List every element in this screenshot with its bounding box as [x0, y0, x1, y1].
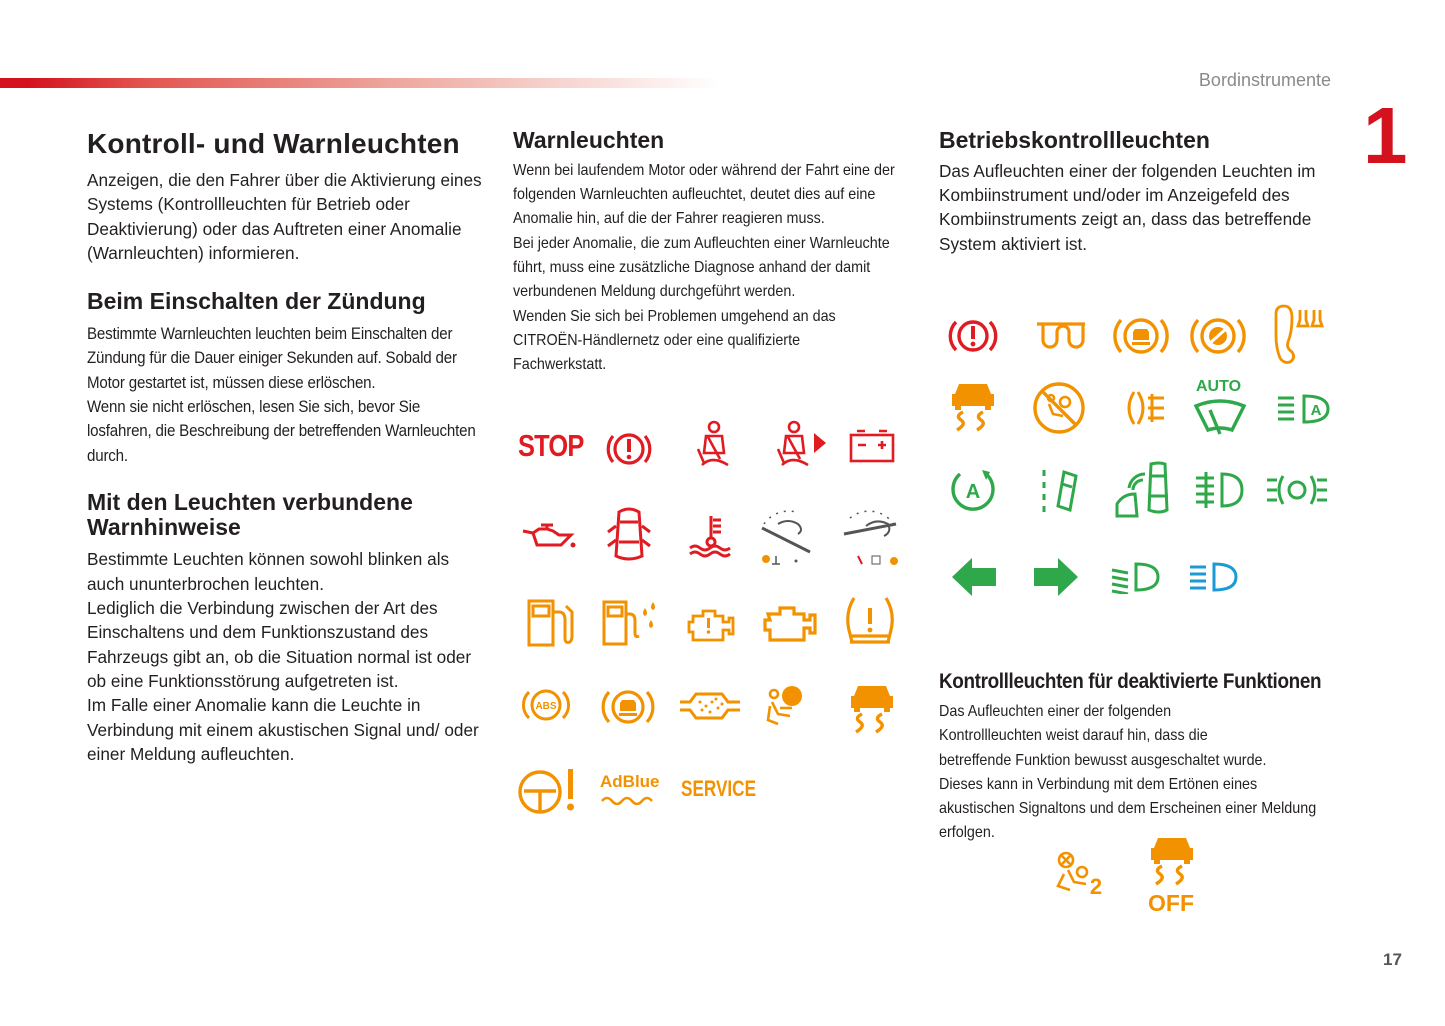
dipped-beam-icon	[1110, 560, 1160, 594]
sidelights-icon	[1265, 472, 1329, 508]
chapter-number: 1	[1363, 91, 1408, 180]
rear-fog-light-icon	[1122, 388, 1168, 428]
section-title: Bordinstrumente	[1198, 70, 1331, 90]
esp-off-label: OFF	[1148, 890, 1194, 916]
lane-departure-icon	[1038, 464, 1084, 516]
ignition-heading: Beim Einschalten der Zündung	[87, 288, 426, 315]
seatbelt-front-icon	[688, 419, 736, 471]
deactivated-section	[939, 670, 1359, 846]
column-warning-lights	[513, 128, 913, 378]
brake-icon	[948, 312, 998, 360]
tyre-pressure-icon	[840, 594, 900, 650]
abs-icon	[521, 682, 571, 728]
status-lights-heading: Betriebskontrollleuchten	[939, 127, 1210, 153]
auto-lights-letter: A	[1310, 402, 1322, 419]
warning-text-1: Wenn bei laufendem Motor oder während der Fahrt eine der folgenden Warnleuchten aufleuchtet, deutet dies auf eine Anomalie hin, auf die der Fahrer reagieren muss.	[513, 161, 895, 228]
page-number: 17	[1383, 950, 1402, 969]
auto-lights-icon	[1274, 392, 1330, 426]
turn-right-icon	[1032, 556, 1080, 598]
battery-icon	[848, 428, 896, 464]
abs-label: ABS	[535, 701, 557, 712]
linked-text-1: Bestimmte Leuchten können sowohl blinken als auch ununterbrochen leuchten.	[87, 549, 450, 594]
door-open-icon	[604, 506, 654, 564]
gauge-wiper-icon	[756, 504, 822, 570]
adblue-label: AdBlue	[600, 772, 660, 791]
passenger-airbag-deactivated-icon	[1052, 850, 1106, 900]
status-text: Das Aufleuchten einer der folgenden Leuchten im Kombiinstrument und/oder im Anzeigefeld des Kombiinstruments zeigt an, dass das betreffende System aktiviert ist.	[939, 160, 1316, 254]
service-icon: SERVICE	[681, 776, 757, 801]
preheat-icon	[1035, 318, 1087, 352]
deactivated-heading: Kontrollleuchten für deaktivierte Funktionen	[939, 670, 1322, 693]
fuel-level-icon	[524, 596, 576, 650]
coolant-temperature-icon	[687, 512, 735, 558]
deactivated-text-2: Dieses kann in Verbindung mit dem Ertönen eines akustischen Signaltons und dem Erscheinen einer Meldung erfolgen.	[939, 775, 1317, 842]
passenger-airbag-off-icon	[1031, 380, 1087, 436]
esp-fault-icon	[599, 682, 657, 732]
deactivated-text-1: Das Aufleuchten einer der folgenden Kontrollleuchten weist darauf hin, dass die betreffende Funktion bewusst ausgeschaltet wurde.	[939, 703, 1267, 769]
stop-start-letter: A	[965, 481, 981, 503]
auto-brake-icon	[1189, 310, 1247, 362]
ignition-text-1: Bestimmte Warnleuchten leuchten beim Einschalten der Zündung für die Dauer einiger Sekunden auf. Sobald der Motor gestartet ist, müssen diese erlöschen.	[87, 324, 457, 392]
linked-warnings-heading: Mit den Leuchten verbundene Warnhinweise	[87, 488, 413, 540]
auto-wipers-icon	[1192, 396, 1248, 440]
engine-check-icon	[760, 600, 818, 646]
turn-left-icon	[950, 556, 998, 598]
front-fog-light-icon	[1192, 470, 1244, 510]
main-title: Kontroll- und Warnleuchten	[87, 128, 460, 159]
airbag-icon	[764, 684, 814, 730]
seatbelt-rear-icon	[772, 419, 828, 471]
gauge-fuel-icon	[836, 504, 902, 570]
airbag-off-number: 2	[1089, 874, 1103, 899]
stop-start-icon	[948, 466, 998, 516]
intro-text: Anzeigen, die den Fahrer über die Aktivierung eines Systems (Kontrollleuchten für Betrieb oder Deaktivierung) oder das Auftreten einer Anomalie (Warnleuchten) informieren.	[87, 170, 482, 263]
oil-pressure-icon	[519, 519, 577, 553]
warning-text-2: Bei jeder Anomalie, die zum Aufleuchten einer Warnleuchte führt, muss eine zusätzliche Diagnose anhand der damit verbundenen Meldung durchgeführt werden.	[513, 234, 890, 301]
stop-icon: STOP	[518, 428, 584, 463]
column-status-lights	[939, 128, 1339, 256]
foot-on-brake-icon	[1268, 302, 1324, 368]
power-steering-icon	[516, 765, 580, 817]
esp-active-icon	[945, 378, 1001, 436]
warning-text-3: Wenden Sie sich bei Problemen umgehend an das CITROËN-Händlernetz oder eine qualifizierte Fachwerkstatt.	[513, 307, 836, 374]
header-accent-bar	[0, 78, 720, 88]
particle-filter-icon	[678, 688, 742, 724]
linked-text-3: Im Falle einer Anomalie kann die Leuchte in Verbindung mit einem akustischen Signal und/ oder einer Meldung aufleuchten.	[87, 695, 479, 764]
engine-fault-small-icon	[685, 604, 735, 644]
fuel-water-icon	[601, 598, 661, 648]
column-intro	[87, 128, 487, 766]
main-beam-icon	[1188, 560, 1238, 594]
linked-text-2: Lediglich die Verbindung zwischen der Art des Einschaltens und dem Funktionszustand des Fahrzeugs gibt an, ob die Situation normal ist oder ob eine Funktionsstörung aufgetreten ist.	[87, 598, 472, 691]
esp-skid-icon	[844, 680, 900, 736]
brake-warning-icon	[604, 424, 654, 474]
ignition-text-2: Wenn sie nicht erlöschen, lesen Sie sich, bevor Sie losfahren, die Beschreibung der betreffenden Warnleuchten durch.	[87, 396, 476, 465]
auto-wipers-label: AUTO	[1196, 378, 1242, 395]
esp-off-icon	[1144, 834, 1200, 886]
warning-lights-heading: Warnleuchten	[513, 127, 665, 153]
adblue-icon	[600, 772, 660, 810]
blind-spot-icon	[1113, 460, 1175, 520]
parking-brake-icon	[1112, 310, 1170, 362]
